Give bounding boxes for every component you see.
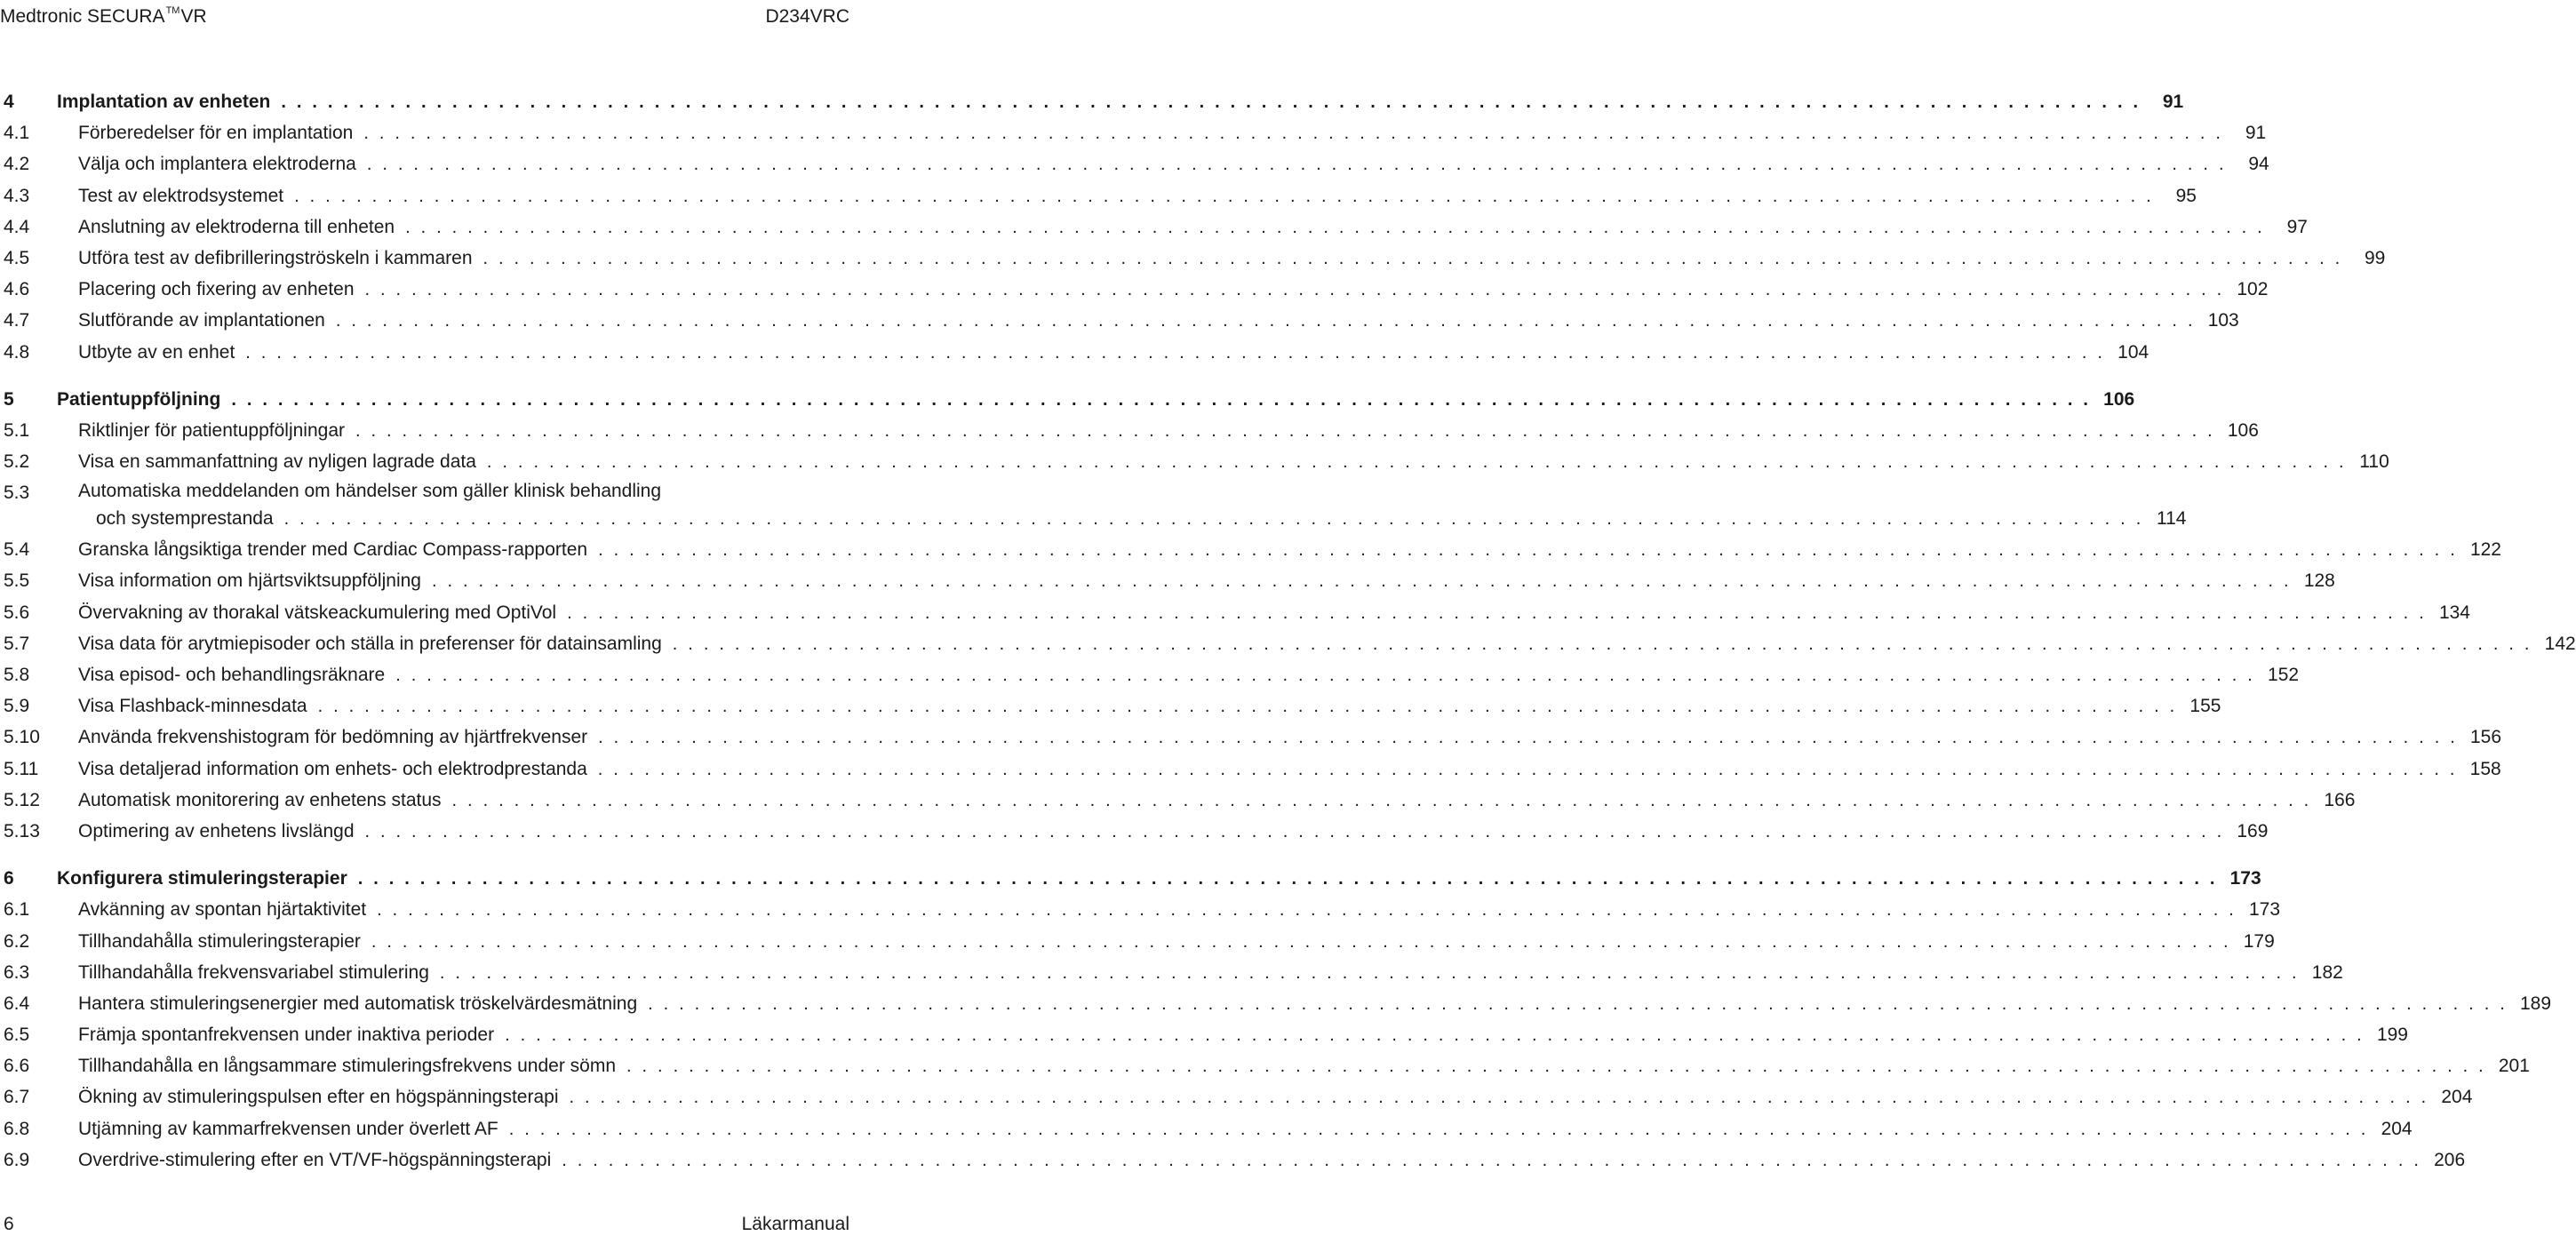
toc-entry-number: 5.11 bbox=[4, 758, 39, 779]
product-suffix: VR bbox=[180, 6, 207, 27]
toc-section-entry[interactable] bbox=[0, 477, 2187, 534]
toc-section-entry[interactable] bbox=[0, 957, 2343, 988]
trademark-symbol: TM bbox=[165, 5, 180, 16]
toc-entry-page: 106 bbox=[2227, 419, 2259, 441]
toc-entry-number: 5.13 bbox=[4, 820, 40, 841]
toc-chapter-entry[interactable] bbox=[0, 863, 2261, 894]
toc-section-entry[interactable] bbox=[0, 1050, 2530, 1081]
toc-entry-page: 134 bbox=[2438, 602, 2470, 623]
toc-dot-leader: . . . . . . . . . . . . . . . . . . . . . . . . . . . . . . . . . . . . . . . . . . . . . . . . . . . . . . . . . . . . . . . . . . . . . . . . . . . . . . . . . . . . . . . . . . . . . . . . . . . . . . . . . . . . . . . . . . . . . . . . bbox=[377, 900, 2237, 921]
toc-dot-leader: . . . . . . . . . . . . . . . . . . . . . . . . . . . . . . . . . . . . . . . . . . . . . . . . . . . . . . . . . . . . . . . . . . . . . . . . . . . . . . . . . . . . . . . . . . . . . . . . . . . . . . . . . . . . . . . . . . . . . . . . bbox=[439, 962, 2300, 983]
page-header bbox=[0, 4, 853, 30]
footer-page-number: 6 bbox=[4, 1214, 14, 1234]
toc-entry-page: 99 bbox=[2365, 247, 2386, 268]
toc-entry-title: Automatiska meddelanden om händelser som gäller klinisk behandling bbox=[78, 481, 662, 502]
toc-entry-page: 110 bbox=[2359, 451, 2389, 473]
toc-entry-number: 5.9 bbox=[4, 696, 30, 717]
toc-chapter-entry[interactable] bbox=[0, 86, 2184, 117]
page-footer bbox=[0, 1213, 853, 1236]
toc-dot-leader: . . . . . . . . . . . . . . . . . . . . . . . . . . . . . . . . . . . . . . . . . . . . . . . . . . . . . . . . . . . . . . . . . . . . . . . . . . . . . . . . . . . . . . . . . . . . . . . . . . . . . . . . . . . . . . . . . . . . . . . . bbox=[431, 571, 2292, 592]
toc-entry-title: Tillhandahålla stimuleringsterapier bbox=[78, 930, 361, 952]
toc-dot-leader: . . . . . . . . . . . . . . . . . . . . . . . . . . . . . . . . . . . . . . . . . . . . . . . . . . . . . . . . . . . . . . . . . . . . . . . . . . . . . . . . . . . . . . . . . . . . . . . . . . . . . . . . . . . . . . . . . . . . . . . . bbox=[626, 1057, 2486, 1077]
toc-entry-page: 155 bbox=[2189, 696, 2221, 717]
toc-entry-page: 95 bbox=[2175, 185, 2197, 206]
toc-entry-page: 94 bbox=[2248, 154, 2269, 175]
toc-section-entry[interactable] bbox=[0, 117, 2267, 148]
toc-section-entry[interactable] bbox=[0, 305, 2239, 336]
toc-entry-page: 201 bbox=[2498, 1056, 2530, 1077]
toc-dot-leader: . . . . . . . . . . . . . . . . . . . . . . . . . . . . . . . . . . . . . . . . . . . . . . . . . . . . . . . . . . . . . . . . . . . . . . . . . . . . . . . . . . . . . . . . . . . . . . . . . . . . . . . . . . . . . . . . . . . . . . . . bbox=[648, 993, 2508, 1014]
toc-entry-title: Anslutning av elektroderna till enheten bbox=[78, 216, 395, 237]
toc-section-entry[interactable] bbox=[0, 274, 2269, 305]
toc-entry-number: 4 bbox=[4, 92, 14, 112]
toc-entry-title: Granska långsiktiga trender med Cardiac Compass-rapporten bbox=[78, 539, 588, 561]
toc-dot-leader: . . . . . . . . . . . . . . . . . . . . . . . . . . . . . . . . . . . . . . . . . . . . . . . . . . . . . . . . . . . . . . . . . . . . . . . . . . . . . . . . . . . . . . . . . . . . . . . . . . . . . . . . . . . . . . . . . . . . . . . . bbox=[364, 821, 2225, 841]
header-product bbox=[0, 4, 207, 30]
toc-dot-leader: . . . . . . . . . . . . . . . . . . . . . . . . . . . . . . . . . . . . . . . . . . . . . . . . . . . . . . . . . . . . . . . . . . . . . . . . . . . . . . . . . . . . . . . . . . . . . . . . . . . . . . . . . . . . . . . . . . . . . . . . bbox=[355, 420, 2215, 441]
toc-dot-leader: . . . . . . . . . . . . . . . . . . . . . . . . . . . . . . . . . . . . . . . . . . . . . . . . . . . . . . . . . . . . . . . . . . . . . . . . . . . . . . . . . . . . . . . . . . . . . . . . . . . . . . . . . . . . . . . . . . . . . . . . bbox=[562, 1150, 2422, 1170]
toc-section-entry[interactable] bbox=[0, 1019, 2408, 1050]
toc-entry-page: 152 bbox=[2268, 665, 2300, 685]
toc-dot-leader: . . . . . . . . . . . . . . . . . . . . . . . . . . . . . . . . . . . . . . . . . . . . . . . . . . . . . . . . . . . . . . . . . . . . . . . . . . . . . . . . . . . . . . . . . . . . . . . . . . . . . . . . . . . . . . . . . . . . . . . . bbox=[567, 602, 2427, 623]
toc-section-entry[interactable] bbox=[0, 597, 2470, 628]
toc-section-entry[interactable] bbox=[0, 754, 2501, 785]
toc-entry-number: 5.2 bbox=[4, 451, 30, 473]
toc-entry-title: Visa episod- och behandlingsräknare bbox=[78, 665, 386, 685]
toc-entry-title: Test av elektrodsystemet bbox=[78, 185, 284, 206]
toc-section-entry[interactable] bbox=[0, 628, 2576, 659]
toc-dot-leader: . . . . . . . . . . . . . . . . . . . . . . . . . . . . . . . . . . . . . . . . . . . . . . . . . . . . . . . . . . . . . . . . . . . . . . . . . . . . . . . . . . . . . . . . . . . . . . . . . . . . . . . . . . . . . . . . . . . . . . . . bbox=[231, 389, 2092, 410]
toc-entry-title: Visa data för arytmiepisoder och ställa in preferenser för datainsamling bbox=[78, 633, 662, 654]
product-name: Medtronic SECURA bbox=[0, 6, 165, 27]
toc-section-entry[interactable] bbox=[0, 534, 2501, 565]
toc-entry-title: Använda frekvenshistogram för bedömning av hjärtfrekvenser bbox=[78, 727, 588, 748]
toc-entry-title: Implantation av enheten bbox=[57, 92, 271, 112]
toc-entry-title: Ökning av stimuleringspulsen efter en högspänningsterapi bbox=[78, 1087, 559, 1108]
toc-entry-page: 122 bbox=[2469, 539, 2501, 561]
toc-entry-page: 106 bbox=[2103, 388, 2135, 410]
toc-entry-number: 6 bbox=[4, 868, 14, 889]
toc-section-entry[interactable] bbox=[0, 816, 2269, 847]
toc-dot-leader: . . . . . . . . . . . . . . . . . . . . . . . . . . . . . . . . . . . . . . . . . . . . . . . . . . . . . . . . . . . . . . . . . . . . . . . . . . . . . . . . . . . . . . . . . . . . . . . . . . . . . . . . . . . . . . . . . . . . . . . . bbox=[294, 186, 2154, 206]
toc-section-entry[interactable] bbox=[0, 894, 2281, 925]
toc-dot-leader: . . . . . . . . . . . . . . . . . . . . . . . . . . . . . . . . . . . . . . . . . . . . . . . . . . . . . . . . . . . . . . . . . . . . . . . . . . . . . . . . . . . . . . . . . . . . . . . . . . . . . . . . . . . . . . . . . . . . . . . . bbox=[317, 697, 2178, 717]
header-model: D234VRC bbox=[765, 6, 849, 27]
toc-entry-number: 4.7 bbox=[4, 310, 30, 331]
toc-dot-leader: . . . . . . . . . . . . . . . . . . . . . . . . . . . . . . . . . . . . . . . . . . . . . . . . . . . . . . . . . . . . . . . . . . . . . . . . . . . . . . . . . . . . . . . . . . . . . . . . . . . . . . . . . . . . . . . . . . . . . . . . bbox=[281, 92, 2141, 112]
toc-entry-page: 97 bbox=[2286, 216, 2308, 237]
toc-entry-page: 182 bbox=[2311, 961, 2343, 983]
toc-dot-leader: . . . . . . . . . . . . . . . . . . . . . . . . . . . . . . . . . . . . . . . . . . . . . . . . . . . . . . . . . . . . . . . . . . . . . . . . . . . . . . . . . . . . . . . . . . . . . . . . . . . . . . . . . . . . . . . . . . . . . . . . bbox=[483, 248, 2343, 268]
toc-entry-page: 91 bbox=[2245, 123, 2267, 144]
toc-section-entry[interactable] bbox=[0, 722, 2502, 753]
toc-entry-page: 199 bbox=[2376, 1025, 2408, 1046]
toc-section-entry[interactable] bbox=[0, 785, 2356, 816]
toc-entry-page: 189 bbox=[2519, 993, 2552, 1014]
toc-entry-title: Konfigurera stimuleringsterapier bbox=[57, 868, 347, 889]
toc-dot-leader: . . . . . . . . . . . . . . . . . . . . . . . . . . . . . . . . . . . . . . . . . . . . . . . . . . . . . . . . . . . . . . . . . . . . . . . . . . . . . . . . . . . . . . . . . . . . . . . . . . . . . . . . . . . . . . . . . . . . . . . . bbox=[597, 759, 2458, 779]
toc-entry-title: Visa information om hjärtsviktsuppföljning bbox=[78, 570, 421, 592]
toc-entry-number: 4.5 bbox=[4, 247, 30, 268]
toc-dot-leader: . . . . . . . . . . . . . . . . . . . . . . . . . . . . . . . . . . . . . . . . . . . . . . . . . . . . . . . . . . . . . . . . . . . . . . . . . . . . . . . . . . . . . . . . . . . . . . . . . . . . . . . . . . . . . . . . . . . . . . . . bbox=[569, 1088, 2429, 1108]
toc-entry-title: Overdrive-stimulering efter en VT/VF-högspänningsterapi bbox=[78, 1149, 552, 1170]
toc-entry-page: 179 bbox=[2243, 930, 2275, 952]
toc-entry-title-continued: och systemprestanda bbox=[96, 508, 274, 530]
toc-entry-title: Placering och fixering av enheten bbox=[78, 279, 355, 300]
toc-entry-title: Automatisk monitorering av enhetens status bbox=[78, 789, 442, 810]
toc-section-entry[interactable] bbox=[0, 337, 2149, 368]
toc-entry-number: 5.3 bbox=[4, 482, 30, 504]
toc-entry-number: 6.7 bbox=[4, 1087, 30, 1108]
toc-entry-title: Övervakning av thorakal vätskeackumulering med OptiVol bbox=[78, 602, 557, 623]
toc-entry-page: 173 bbox=[2249, 899, 2281, 921]
toc-entry-title: Patientuppföljning bbox=[57, 388, 221, 410]
toc-entry-page: 103 bbox=[2207, 310, 2239, 331]
toc-entry-title: Förberedelser för en implantation bbox=[78, 123, 354, 144]
toc-entry-number: 5.12 bbox=[4, 789, 40, 810]
toc-entry-page: 169 bbox=[2237, 820, 2269, 841]
toc-entry-title: Visa en sammanfattning av nyligen lagrade data bbox=[78, 451, 476, 473]
toc-dot-leader: . . . . . . . . . . . . . . . . . . . . . . . . . . . . . . . . . . . . . . . . . . . . . . . . . . . . . . . . . . . . . . . . . . . . . . . . . . . . . . . . . . . . . . . . . . . . . . . . . . . . . . . . . . . . . . . . . . . . . . . . bbox=[598, 728, 2458, 748]
toc-section-entry[interactable] bbox=[0, 1144, 2466, 1176]
toc-dot-leader: . . . . . . . . . . . . . . . . . . . . . . . . . . . . . . . . . . . . . . . . . . . . . . . . . . . . . . . . . . . . . . . . . . . . . . . . . . . . . . . . . . . . . . . . . . . . . . . . . . . . . . . . . . . . . . . . . . . . . . . . bbox=[508, 1119, 2369, 1139]
toc-entry-number: 4.3 bbox=[4, 185, 30, 206]
table-of-contents bbox=[0, 86, 2576, 1176]
toc-entry-title: Välja och implantera elektroderna bbox=[78, 154, 356, 175]
toc-entry-page: 204 bbox=[2441, 1087, 2473, 1108]
toc-entry-number: 4.6 bbox=[4, 279, 30, 300]
toc-entry-title: Utjämning av kammarfrekvensen under överlett AF bbox=[78, 1118, 498, 1139]
toc-entry-number: 5.6 bbox=[4, 602, 30, 623]
toc-section-entry[interactable] bbox=[0, 565, 2335, 596]
toc-entry-title: Visa detaljerad information om enhets- och elektrodprestanda bbox=[78, 758, 587, 779]
toc-entry-title: Slutförande av implantationen bbox=[78, 310, 325, 331]
toc-section-entry[interactable] bbox=[0, 180, 2197, 211]
toc-dot-leader: . . . . . . . . . . . . . . . . . . . . . . . . . . . . . . . . . . . . . . . . . . . . . . . . . . . . . . . . . . . . . . . . . . . . . . . . . . . . . . . . . . . . . . . . . . . . . . . . . . . . . . . . . . . . . . . . . . . . . . . . bbox=[357, 869, 2218, 889]
toc-entry-number: 5 bbox=[4, 388, 14, 410]
toc-entry-number: 5.5 bbox=[4, 570, 30, 592]
toc-entry-number: 5.1 bbox=[4, 419, 30, 441]
toc-section-entry[interactable] bbox=[0, 243, 2386, 274]
toc-section-entry[interactable] bbox=[0, 1113, 2413, 1144]
toc-entry-page: 114 bbox=[2156, 508, 2187, 530]
toc-chapter-entry[interactable] bbox=[0, 384, 2135, 415]
toc-entry-number: 6.4 bbox=[4, 993, 30, 1014]
toc-dot-leader: . . . . . . . . . . . . . . . . . . . . . . . . . . . . . . . . . . . . . . . . . . . . . . . . . . . . . . . . . . . . . . . . . . . . . . . . . . . . . . . . . . . . . . . . . . . . . . . . . . . . . . . . . . . . . . . . . . . . . . . . bbox=[505, 1025, 2365, 1046]
toc-entry-title: Riktlinjer för patientuppföljningar bbox=[78, 419, 345, 441]
toc-section-entry[interactable] bbox=[0, 446, 2389, 477]
toc-entry-number: 5.4 bbox=[4, 539, 30, 561]
toc-entry-number: 6.3 bbox=[4, 961, 30, 983]
toc-section-entry[interactable] bbox=[0, 211, 2308, 243]
toc-entry-number: 4.4 bbox=[4, 216, 30, 237]
toc-dot-leader: . . . . . . . . . . . . . . . . . . . . . . . . . . . . . . . . . . . . . . . . . . . . . . . . . . . . . . . . . . . . . . . . . . . . . . . . . . . . . . . . . . . . . . . . . . . . . . . . . . . . . . . . . . . . . . . . . . . . . . . . bbox=[366, 155, 2227, 175]
toc-section-entry[interactable] bbox=[0, 690, 2221, 722]
toc-entry-title: Tillhandahålla frekvensvariabel stimulering bbox=[78, 961, 429, 983]
toc-dot-leader: . . . . . . . . . . . . . . . . . . . . . . . . . . . . . . . . . . . . . . . . . . . . . . . . . . . . . . . . . . . . . . . . . . . . . . . . . . . . . . . . . . . . . . . . . . . . . . . . . . . . . . . . . . . . . . . . . . . . . . . . bbox=[245, 342, 2106, 363]
footer-manual-name: Läkarmanual bbox=[741, 1214, 849, 1234]
toc-entry-number: 5.10 bbox=[4, 727, 40, 748]
toc-entry-page: 102 bbox=[2237, 279, 2269, 300]
toc-entry-number: 5.7 bbox=[4, 633, 30, 654]
toc-dot-leader: . . . . . . . . . . . . . . . . . . . . . . . . . . . . . . . . . . . . . . . . . . . . . . . . . . . . . . . . . . . . . . . . . . . . . . . . . . . . . . . . . . . . . . . . . . . . . . . . . . . . . . . . . . . . . . . . . . . . . . . . bbox=[363, 124, 2224, 144]
toc-entry-title: Utföra test av defibrilleringströskeln i kammaren bbox=[78, 247, 473, 268]
toc-entry-number: 4.2 bbox=[4, 154, 30, 175]
toc-entry-number: 6.9 bbox=[4, 1149, 30, 1170]
toc-section-entry[interactable] bbox=[0, 659, 2300, 690]
toc-entry-page: 156 bbox=[2469, 727, 2502, 748]
toc-dot-leader: . . . . . . . . . . . . . . . . . . . . . . . . . . . . . . . . . . . . . . . . . . . . . . . . . . . . . . . . . . . . . . . . . . . . . . . . . . . . . . . . . . . . . . . . . . . . . . . . . . . . . . . . . . . . . . . . . . . . . . . . bbox=[364, 280, 2225, 300]
toc-entry-page: 173 bbox=[2229, 868, 2261, 889]
toc-dot-leader: . . . . . . . . . . . . . . . . . . . . . . . . . . . . . . . . . . . . . . . . . . . . . . . . . . . . . . . . . . . . . . . . . . . . . . . . . . . . . . . . . . . . . . . . . . . . . . . . . . . . . . . . . . . . . . . . . . . . . . . . bbox=[451, 790, 2312, 810]
toc-section-entry[interactable] bbox=[0, 1081, 2473, 1112]
toc-entry-number: 6.6 bbox=[4, 1056, 30, 1077]
toc-entry-title: Avkänning av spontan hjärtaktivitet bbox=[78, 899, 367, 921]
toc-section-entry[interactable] bbox=[0, 148, 2269, 179]
toc-entry-title: Hantera stimuleringsenergier med automatisk tröskelvärdesmätning bbox=[78, 993, 638, 1014]
toc-entry-title: Tillhandahålla en långsammare stimuleringsfrekvens under sömn bbox=[78, 1056, 617, 1077]
toc-entry-number: 6.5 bbox=[4, 1025, 30, 1046]
toc-dot-leader: . . . . . . . . . . . . . . . . . . . . . . . . . . . . . . . . . . . . . . . . . . . . . . . . . . . . . . . . . . . . . . . . . . . . . . . . . . . . . . . . . . . . . . . . . . . . . . . . . . . . . . . . . . . . . . . . . . . . . . . . bbox=[405, 217, 2265, 237]
toc-entry-title: Optimering av enhetens livslängd bbox=[78, 820, 355, 841]
toc-entry-title: Främja spontanfrekvensen under inaktiva perioder bbox=[78, 1025, 495, 1046]
toc-section-entry[interactable] bbox=[0, 415, 2259, 446]
toc-entry-title: Utbyte av en enhet bbox=[78, 341, 235, 363]
toc-section-entry[interactable] bbox=[0, 988, 2552, 1019]
toc-entry-number: 5.8 bbox=[4, 665, 30, 685]
toc-dot-leader: . . . . . . . . . . . . . . . . . . . . . . . . . . . . . . . . . . . . . . . . . . . . . . . . . . . . . . . . . . . . . . . . . . . . . . . . . . . . . . . . . . . . . . . . . . . . . . . . . . . . . . . . . . . . . . . . . . . . . . . . bbox=[598, 540, 2458, 561]
toc-entry-number: 6.1 bbox=[4, 899, 30, 921]
toc-entry-number: 4.1 bbox=[4, 123, 30, 144]
toc-entry-page: 204 bbox=[2381, 1118, 2413, 1139]
toc-entry-page: 142 bbox=[2544, 633, 2576, 654]
toc-dot-leader: . . . . . . . . . . . . . . . . . . . . . . . . . . . . . . . . . . . . . . . . . . . . . . . . . . . . . . . . . . . . . . . . . . . . . . . . . . . . . . . . . . . . . . . . . . . . . . . . . . . . . . . . . . . . . . . . . . . . . . . . bbox=[395, 666, 2256, 685]
toc-dot-leader: . . . . . . . . . . . . . . . . . . . . . . . . . . . . . . . . . . . . . . . . . . . . . . . . . . . . . . . . . . . . . . . . . . . . . . . . . . . . . . . . . . . . . . . . . . . . . . . . . . . . . . . . . . . . . . . . . . . . . . . . bbox=[335, 311, 2196, 331]
toc-entry-number: 6.8 bbox=[4, 1118, 30, 1139]
toc-entry-page: 128 bbox=[2303, 570, 2335, 592]
toc-section-entry[interactable] bbox=[0, 926, 2275, 957]
toc-entry-page: 158 bbox=[2469, 758, 2501, 779]
toc-entry-page: 166 bbox=[2324, 789, 2356, 810]
toc-dot-leader: . . . . . . . . . . . . . . . . . . . . . . . . . . . . . . . . . . . . . . . . . . . . . . . . . . . . . . . . . . . . . . . . . . . . . . . . . . . . . . . . . . . . . . . . . . . . . . . . . . . . . . . . . . . . . . . . . . . . . . . . bbox=[371, 931, 2231, 952]
toc-dot-leader: . . . . . . . . . . . . . . . . . . . . . . . . . . . . . . . . . . . . . . . . . . . . . . . . . . . . . . . . . . . . . . . . . . . . . . . . . . . . . . . . . . . . . . . . . . . . . . . . . . . . . . . . . . . . . . . . . . . . . . . . bbox=[283, 509, 2144, 530]
toc-entry-page: 206 bbox=[2434, 1149, 2466, 1170]
toc-entry-title: Visa Flashback-minnesdata bbox=[78, 696, 307, 717]
toc-entry-number: 6.2 bbox=[4, 930, 30, 952]
toc-dot-leader: . . . . . . . . . . . . . . . . . . . . . . . . . . . . . . . . . . . . . . . . . . . . . . . . . . . . . . . . . . . . . . . . . . . . . . . . . . . . . . . . . . . . . . . . . . . . . . . . . . . . . . . . . . . . . . . . . . . . . . . . bbox=[486, 452, 2347, 473]
toc-dot-leader: . . . . . . . . . . . . . . . . . . . . . . . . . . . . . . . . . . . . . . . . . . . . . . . . . . . . . . . . . . . . . . . . . . . . . . . . . . . . . . . . . . . . . . . . . . . . . . . . . . . . . . . . . . . . . . . . . . . . . . . . bbox=[672, 634, 2532, 654]
toc-entry-page: 91 bbox=[2162, 92, 2184, 112]
toc-entry-number: 4.8 bbox=[4, 341, 30, 363]
toc-entry-page: 104 bbox=[2117, 341, 2149, 363]
